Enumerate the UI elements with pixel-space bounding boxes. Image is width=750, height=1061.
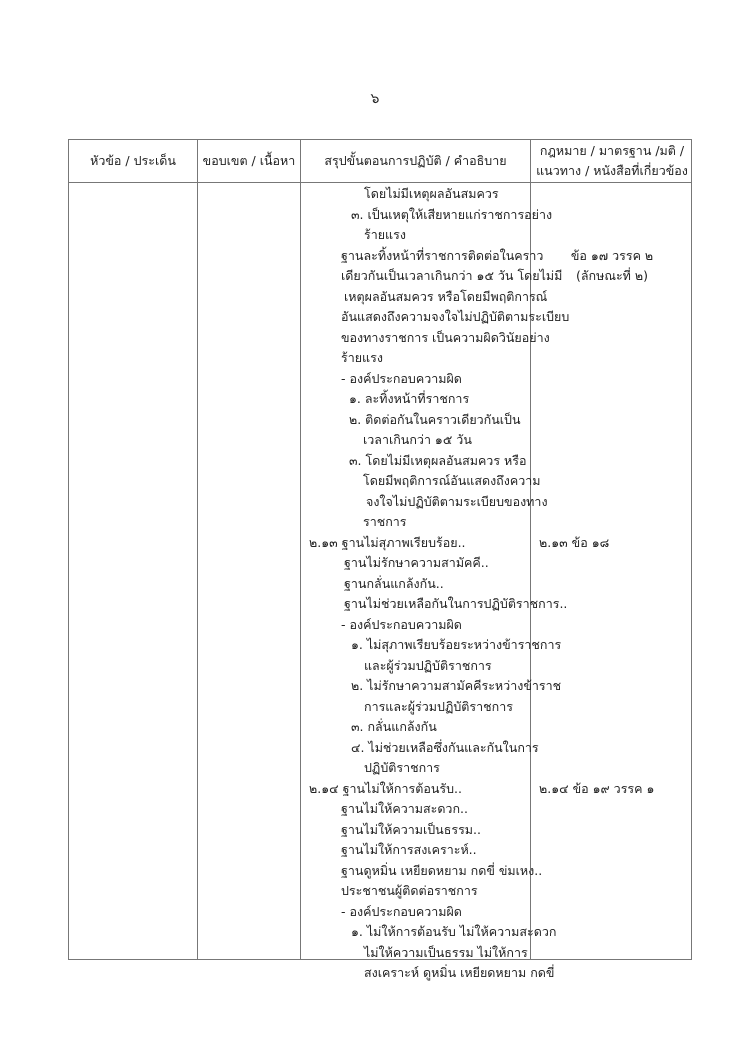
header-law-line2: แนวทาง / หนังสือที่เกี่ยวข้อง bbox=[536, 163, 688, 178]
text-line: ๑. ไม่สุภาพเรียบร้อยระหว่างข้าราชการ bbox=[351, 637, 562, 652]
procedure-column bbox=[301, 184, 570, 984]
law-reference: ๒.๑๔ ข้อ ๑๙ วรรค ๑ bbox=[539, 780, 655, 796]
text-line: ฐานไม่ให้ความเป็นธรรม.. bbox=[341, 821, 481, 837]
text-line: เหตุผลอันสมควร หรือโดยมีพฤติการณ์ bbox=[344, 288, 548, 304]
text-line: - องค์ประกอบความผิด bbox=[341, 903, 462, 919]
header-procedure: สรุปขั้นตอนการปฏิบัติ / คำอธิบาย bbox=[324, 153, 507, 168]
text-line: ๓. เป็นเหตุให้เสียหายแก่ราชการอย่าง bbox=[351, 206, 553, 222]
text-line: ๒. ติดต่อกันในคราวเดียวกันเป็น bbox=[349, 411, 521, 427]
regulation-table bbox=[68, 139, 692, 980]
header-scope: ขอบเขต / เนื้อหา bbox=[202, 153, 296, 168]
page-number: ๖ bbox=[370, 91, 380, 107]
law-reference: ข้อ ๑๗ วรรค ๒ bbox=[570, 247, 654, 263]
text-line: ร้ายแรง bbox=[364, 227, 406, 242]
text-line: การและผู้ร่วมปฏิบัติราชการ bbox=[364, 698, 513, 714]
text-line: ๑. ละทิ้งหน้าที่ราชการ bbox=[349, 391, 470, 406]
text-line: ฐานดูหมิ่น เหยียดหยาม กดขี่ ข่มเหง.. bbox=[341, 862, 543, 878]
section-heading-2-13: ๒.๑๓ ฐานไม่สุภาพเรียบร้อย.. bbox=[309, 534, 466, 550]
text-line: ราชการ bbox=[363, 514, 407, 529]
text-line: สงเคราะห์ ดูหมิ่น เหยียดหยาม กดขี่ bbox=[364, 965, 555, 980]
law-reference-column bbox=[531, 184, 693, 799]
law-reference-note: (ลักษณะที่ ๒) bbox=[576, 268, 648, 283]
text-line: ๒. ไม่รักษาความสามัคคีระหว่างข้าราช bbox=[351, 678, 562, 693]
text-line: ๔. ไม่ช่วยเหลือซึ่งกันและกันในการ bbox=[351, 739, 539, 755]
text-line: ฐานไม่ให้ความสะดวก.. bbox=[341, 801, 468, 816]
section-heading-2-14: ๒.๑๔ ฐานไม่ให้การต้อนรับ.. bbox=[309, 780, 462, 796]
text-line: ร้ายแรง bbox=[341, 350, 383, 365]
text-line: ฐานไม่ช่วยเหลือกันในการปฏิบัติราชการ.. bbox=[344, 596, 568, 611]
text-line: เดียวกันเป็นเวลาเกินกว่า ๑๕ วัน โดยไม่มี bbox=[341, 268, 563, 283]
header-topic: หัวข้อ / ประเด็น bbox=[90, 153, 176, 168]
text-line: และผู้ร่วมปฏิบัติราชการ bbox=[364, 657, 492, 673]
text-line: ฐานละทิ้งหน้าที่ราชการติดต่อในคราว bbox=[341, 247, 544, 263]
text-line: ของทางราชการ เป็นความผิดวินัยอย่าง bbox=[341, 329, 550, 345]
text-line: - องค์ประกอบความผิด bbox=[341, 616, 462, 632]
text-line: อันแสดงถึงความจงใจไม่ปฏิบัติตามระเบียบ bbox=[341, 309, 570, 324]
header-law-line1: กฎหมาย / มาตรฐาน /มติ / bbox=[539, 143, 685, 158]
law-reference: ๒.๑๓ ข้อ ๑๘ bbox=[539, 534, 610, 550]
text-line: ฐานไม่รักษาความสามัคคี.. bbox=[344, 555, 489, 570]
text-line: ๓. กลั่นแกล้งกัน bbox=[351, 719, 437, 734]
text-line: โดยไม่มีเหตุผลอันสมควร bbox=[364, 186, 499, 201]
column-divider bbox=[197, 140, 198, 959]
text-line: ๓. โดยไม่มีเหตุผลอันสมควร หรือ bbox=[349, 452, 527, 468]
text-line: จงใจไม่ปฏิบัติตามระเบียบของทาง bbox=[366, 493, 548, 509]
header-law bbox=[531, 140, 693, 182]
text-line: โดยมีพฤติการณ์อันแสดงถึงความ bbox=[363, 473, 541, 488]
text-line: ประชาชนผู้ติดต่อราชการ bbox=[341, 883, 478, 898]
header-divider bbox=[69, 182, 691, 183]
text-line: ปฏิบัติราชการ bbox=[364, 760, 440, 775]
text-line: ไม่ให้ความเป็นธรรม ไม่ให้การ bbox=[364, 944, 528, 960]
text-line: เวลาเกินกว่า ๑๕ วัน bbox=[363, 432, 472, 447]
text-line: ฐานไม่ให้การสงเคราะห์.. bbox=[341, 842, 477, 857]
text-line: ฐานกลั่นแกล้งกัน.. bbox=[344, 575, 444, 591]
text-line: ๑. ไม่ให้การต้อนรับ ไม่ให้ความสะดวก bbox=[351, 924, 557, 939]
text-line: - องค์ประกอบความผิด bbox=[341, 370, 462, 386]
